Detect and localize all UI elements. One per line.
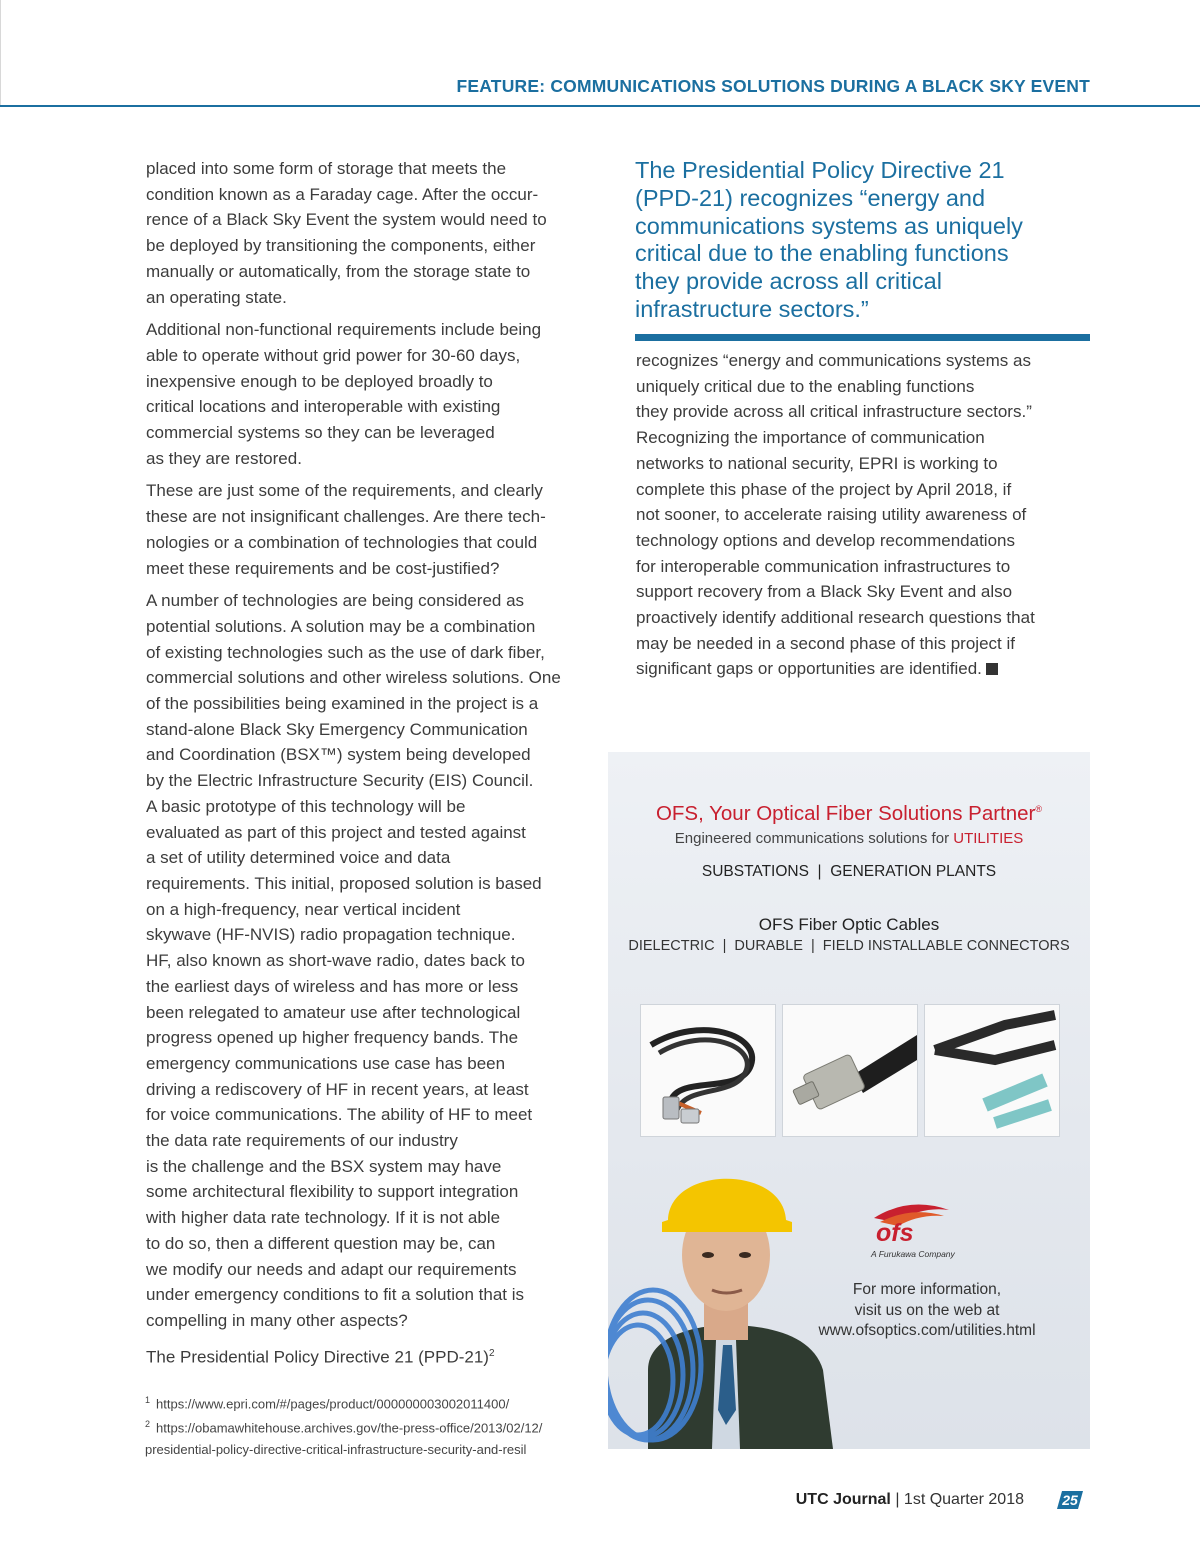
registered-mark: ® [1035, 804, 1043, 815]
ad-subtitle-highlight: UTILITIES [953, 830, 1024, 847]
body-paragraph: Additional non-functional requirements include being able to operate without grid power for 30-60 days, inexpensive enough to be deployed broadly to critical locations and interoperable with existing commercial systems so they can be leveraged as they are restored. [146, 320, 542, 468]
ofs-logo-tagline: A Furukawa Company [871, 1249, 955, 1259]
pull-quote-rule [635, 334, 1090, 341]
header-divider [0, 105, 1200, 107]
cable-photo [640, 1004, 776, 1137]
left-column [146, 156, 601, 1377]
right-column [636, 348, 1096, 682]
footnote-link[interactable]: https://www.epri.com/#/pages/product/000000003002011400/ [156, 1396, 510, 1412]
ad-product: OFS Fiber Optic Cables [758, 915, 940, 934]
lc-connector-icon [783, 1005, 917, 1136]
ad-subtitle-text: Engineered communications solutions for [674, 830, 954, 847]
body-paragraph: These are just some of the requirements, and clearly these are not insignificant challenges. Are there tech- nologies or a combination of technologies that could meet these requirements and be cost-justified? [146, 481, 546, 578]
footnote-1 [145, 1390, 615, 1414]
end-of-article-mark [986, 663, 998, 675]
body-paragraph: A number of technologies are being considered as potential solutions. A solution may be a combination of existing technologies such as the use of dark fiber, commercial solutions and other wireless solutions. One of the possibilities being examined in the project is a stand-alone Black Sky Emergency Communication and Coordination (BSX™) system being developed by the Electric Infrastructure Security (EIS) Council. A basic prototype of this technology will be evaluated as part of this project and tested against a set of utility determined voice and data requirements. This initial, proposed solution is based on a high-frequency, near vertical incident skywave (HF-NVIS) radio propagation technique. HF, also known as short-wave radio, dates back to the earliest days of wireless and has more or less been relegated to amateur use after technological progress opened up higher frequency bands. The emergency communications use case has been driving a rediscovery of HF in recent years, at least for voice communications. The ability of HF to meet the data rate requirements of our industry is the challenge and the BSX system may have some architectural flexibility to support integration with higher data rate technology. If it is not able to do so, then a different question may be, can we modify our needs and adapt our requirements under emergency conditions to fit a solution that is compelling in many other aspects? [146, 591, 561, 1330]
ad-title-text: OFS, Your Optical Fiber Solutions Partner [655, 802, 1036, 825]
last-line-text: The Presidential Policy Directive 21 (PPD-21) [146, 1347, 489, 1367]
ad-subtitle [608, 830, 1090, 847]
body-paragraph-last [146, 1341, 601, 1370]
footnote-number: 1 [145, 1395, 151, 1405]
body-paragraph: placed into some form of storage that meets the condition known as a Faraday cage. After the occur- rence of a Black Sky Event the system would need to be deployed by transitioning the components, either manually or automatically, from the storage state to an operating state. [146, 159, 547, 307]
right-column-text: recognizes “energy and communications systems as uniquely critical due to the enabling functions they provide across all critical infrastructure sectors.” Recognizing the importance of communication networks to national security, EPRI is working to complete this phase of the project by April 2018, if not sooner, to accelerate raising utility awareness of technology options and develop recommendations for interoperable communication infrastructures to support recovery from a Black Sky Event and also proactively identify additional research questions that may be needed in a second phase of this project if significant gaps or opportunities are identified. [636, 351, 1035, 679]
footnote-ref: 2 [488, 1347, 495, 1359]
connector-photo [782, 1004, 918, 1137]
page-edge-line [0, 0, 1, 106]
fiber-cable-icon [641, 1005, 775, 1136]
ad-title [608, 802, 1090, 826]
ofs-advertisement [608, 752, 1090, 1449]
footnote-link[interactable]: https://obamawhitehouse.archives.gov/the-press-office/2013/02/12/ presidential-policy-directive-critical-infrastructure-security-and-resil [145, 1420, 543, 1457]
crimp-tool-icon [925, 1005, 1059, 1136]
pull-quote: The Presidential Policy Directive 21 (PPD-21) recognizes “energy and communications systems as uniquely critical due to the enabling functions they provide across all critical infrastructure sectors.” [635, 157, 1023, 322]
ad-info-text: For more information, visit us on the web at www.ofsoptics.com/utilities.html [818, 1281, 1036, 1339]
footnote-2 [145, 1414, 615, 1459]
ad-sectors: SUBSTATIONS | GENERATION PLANTS [701, 863, 997, 880]
page-number: 25 [1062, 1492, 1078, 1508]
ofs-logo-wordmark: ofs [876, 1219, 914, 1247]
footer-separator: | [895, 1491, 900, 1508]
section-header-title: FEATURE: COMMUNICATIONS SOLUTIONS DURING A BLACK SKY EVENT [456, 76, 1090, 96]
footnote-number: 2 [145, 1419, 151, 1430]
page-number-badge [1056, 1489, 1084, 1511]
footer-publication [796, 1491, 1024, 1509]
issue-date: 1st Quarter 2018 [903, 1491, 1024, 1508]
journal-name: UTC Journal [795, 1491, 891, 1508]
tools-photo [924, 1004, 1060, 1137]
footnotes [145, 1390, 615, 1460]
ad-features: DIELECTRIC | DURABLE | FIELD INSTALLABLE CONNECTORS [628, 938, 1070, 954]
